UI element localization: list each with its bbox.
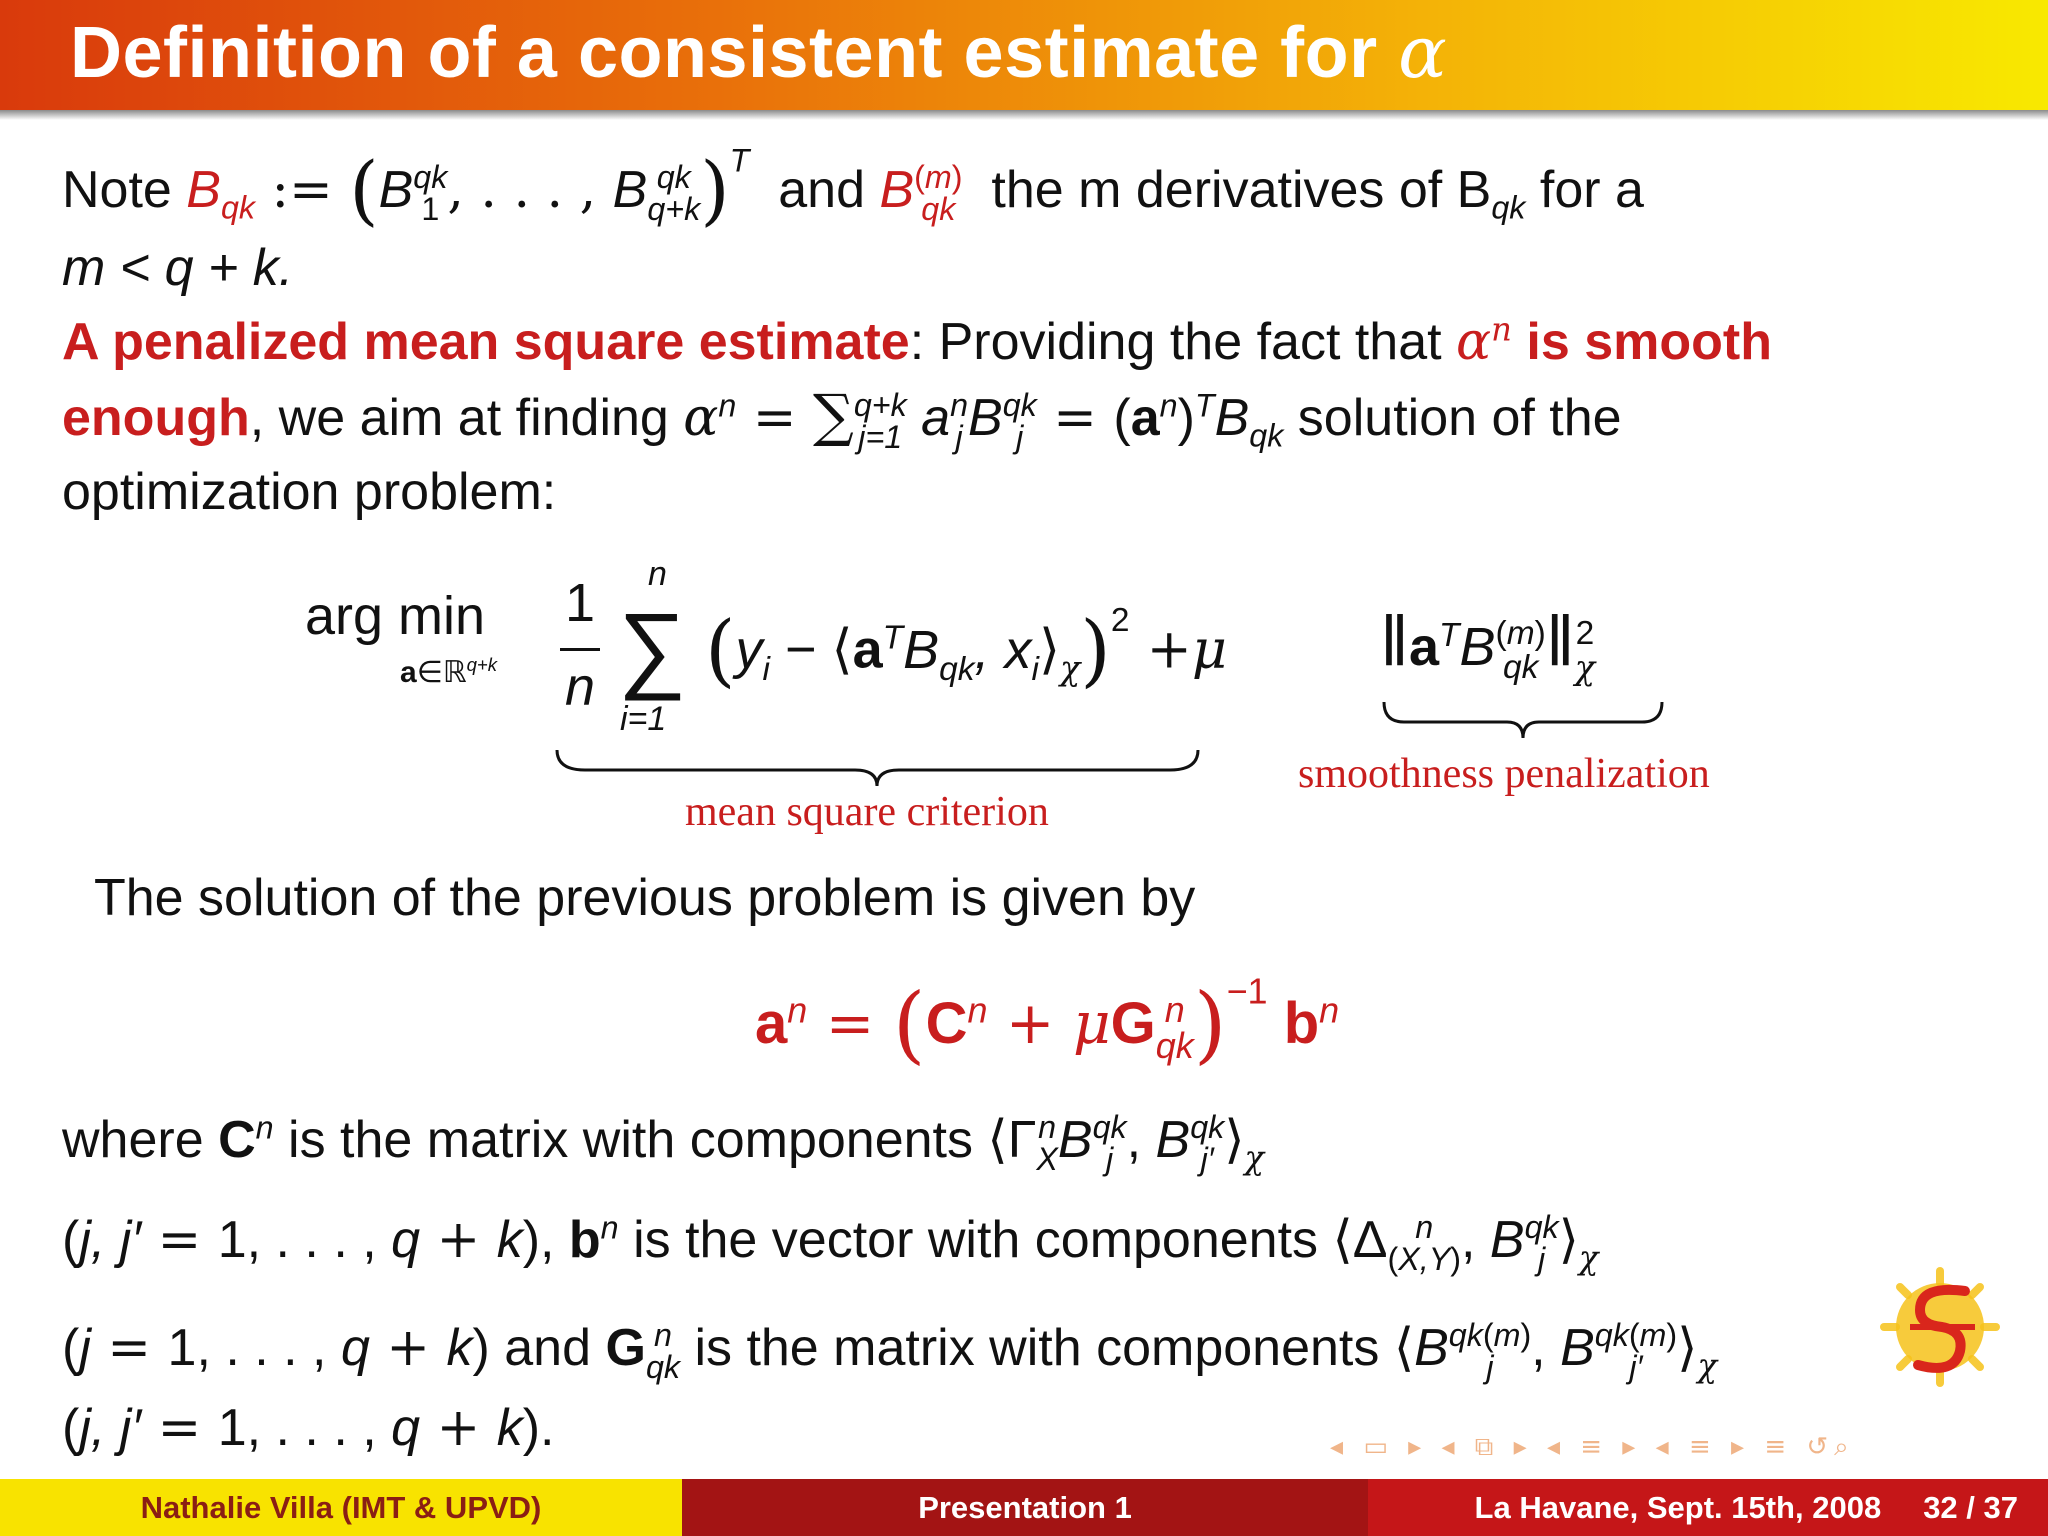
note-tail: the m derivatives of B [991, 161, 1492, 219]
is-smooth-text: is smooth [1526, 313, 1772, 371]
mean-square-brace [555, 748, 1200, 788]
slide-title-text: Definition of a consistent estimate for [70, 13, 1399, 93]
optimization-line: optimization problem: [62, 463, 557, 521]
footer-page-number: 32 / 37 [1923, 1489, 2018, 1525]
solution-of-text: solution of the [1297, 389, 1622, 447]
enough-text: enough [62, 389, 250, 447]
penalized-line: A penalized mean square estimate: Providing the fact that $\alpha^n$ is smooth [62, 310, 1772, 372]
where-line-3: (j = 1, . . . , q + k) and G n qk is the matrix with components ⟨B qk(m) j , B qk(m) j′ $⟩_\chi$ [62, 1317, 1717, 1386]
footer-date [1368, 1479, 2048, 1536]
matrix-components-text: is the matrix with components [288, 1111, 973, 1169]
note-tail2: for a [1539, 161, 1644, 219]
and-word: and [778, 161, 865, 219]
nav-frame-icon[interactable]: ◂ ▭ ▸ [1330, 1432, 1428, 1462]
footer-presentation: Presentation 1 [682, 1479, 1368, 1536]
fraction-bar [560, 648, 600, 651]
title-shadow [0, 110, 2048, 120]
title-bar [0, 0, 2048, 110]
sum-sign: ∑ [618, 594, 687, 701]
note-line: Note $B_{qk}$ := (B qk 1 , . . . , B qk q+k )$^T$ and B (m) qk the m derivatives of $B_{qk}$ for a [62, 142, 1644, 235]
penalty-term: $‖a^TB$ (m) qk ‖ 2 χ [1380, 601, 1596, 687]
sum-lower: i=1 [620, 700, 667, 738]
where-line-2: (j, j′ = 1, . . . , q + k), $b^n$ is the vector with components ⟨Δ n (X,Y) , B qk j $⟩_\chi$ [62, 1209, 1599, 1278]
providing-text: : Providing the fact that [909, 313, 1457, 371]
nav-align-icon[interactable]: ≡ [1764, 1432, 1793, 1462]
arg-min-subscript: a∈ℝ$^{q+k}$ [400, 654, 498, 689]
footer [0, 1479, 2048, 1536]
smoothness-brace [1382, 700, 1664, 740]
aim-text: , we aim at finding [249, 389, 684, 447]
aim-line: enough, we aim at finding $\alpha^n$ = ∑ q+k j=1 a n j B qk j = $(a^n)^TB_{qk}$ solution of the [62, 383, 1622, 456]
beamer-navigation[interactable] [1330, 1432, 1855, 1463]
sum-upper: n [648, 555, 667, 593]
nav-subsection-icon[interactable]: ◂ ⧉ ▸ [1441, 1432, 1533, 1462]
footer-place-date: La Havane, Sept. 15th, 2008 [1474, 1489, 1882, 1525]
fraction-n: n [565, 657, 596, 717]
solution-formula: $a^n = (C^n + \mu G$ n qk )$^{-1}$ $b^n$ [755, 970, 1340, 1073]
arg-min [305, 585, 485, 647]
arg-min-text: arg min [305, 586, 486, 646]
smoothness-label: smoothness penalization [1298, 751, 1710, 797]
penalized-label: A penalized mean square estimate [62, 313, 910, 371]
nav-subsection-list-icon[interactable]: ◂ ≡ ▸ [1655, 1432, 1751, 1462]
footer-author: Nathalie Villa (IMT & UPVD) [0, 1479, 682, 1536]
nav-search-icon[interactable]: ↺⌕ [1806, 1432, 1855, 1462]
solution-intro: The solution of the previous problem is given by [94, 869, 1196, 927]
matrix-components-text-2: is the matrix with components [694, 1319, 1380, 1377]
fraction-one: 1 [565, 573, 596, 633]
where-line-4: (j, j′ = 1, . . . , q + k). [62, 1398, 555, 1458]
alpha-symbol: α [1398, 10, 1448, 94]
residual-term: ($y_i$ − $⟨a^TB_{qk}$, $x_i⟩_\chi)^2 +\mu$ [705, 601, 1227, 696]
mean-square-label: mean square criterion [685, 789, 1049, 835]
nav-section-icon[interactable]: ◂ ≡ ▸ [1546, 1432, 1642, 1462]
constraint-line: m < q + k. [62, 239, 294, 297]
where-word: where [62, 1111, 204, 1169]
and-word-2: and [504, 1319, 592, 1377]
where-line-1: where $C^n$ is the matrix with components ⟨Γ n X B qk j , B qk j′ $⟩_\chi$ [62, 1109, 1265, 1178]
slide-title [70, 10, 1447, 94]
note-word: Note [62, 161, 172, 219]
institution-logo [1880, 1265, 2000, 1405]
vector-components-text: is the vector with components [633, 1211, 1319, 1269]
